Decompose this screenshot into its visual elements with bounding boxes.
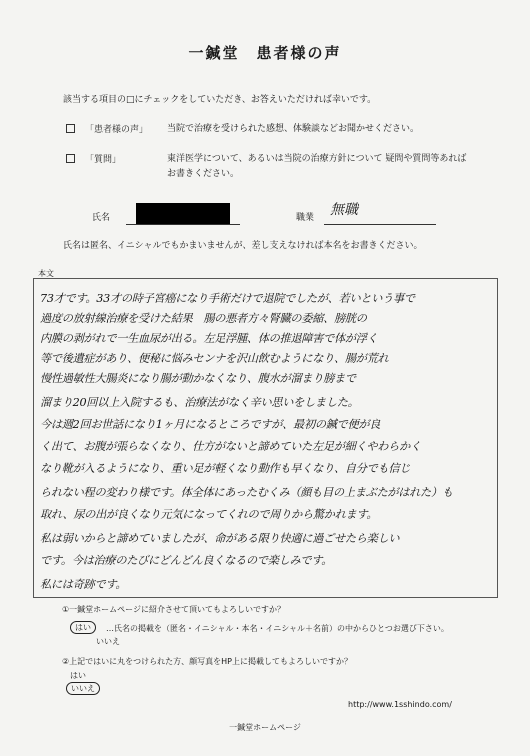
- footer-url[interactable]: http://www.1sshindo.com/: [348, 700, 452, 709]
- job-underline: [324, 224, 436, 225]
- body-line: 等で後遺症があり、便秘に悩みセンナを沢山飲むようになり、腸が荒れ: [40, 352, 389, 365]
- body-line: 取れ、尿の出が良くなり元気になってくれので周りから驚かれます。: [40, 508, 378, 521]
- body-line: なり靴が入るようになり、重い足が軽くなり動作も早くなり、自分でも信じ: [40, 462, 411, 475]
- option-desc: 東洋医学について、あるいは当院の治療方針について 疑問や質問等あればお書きください。: [167, 154, 467, 179]
- body-line: 73才です。33才の時子宮癌になり手術だけで退院でしたが、若いという事で: [40, 292, 415, 305]
- option-question[interactable]: [66, 152, 467, 182]
- checkbox-question[interactable]: [66, 154, 75, 163]
- body-line: 慢性過敏性大腸炎になり腸が動かなくなり、腹水が溜まり膀まで: [40, 372, 356, 385]
- q2-no-circle[interactable]: いいえ: [66, 682, 100, 695]
- checkbox-patient-voice[interactable]: [66, 124, 75, 133]
- body-line: 今は週2回お世話になり1ヶ月になるところですが、最初の鍼で便が良: [40, 418, 381, 431]
- body-label: 本文: [38, 269, 54, 278]
- option-label: 「患者様の声」: [85, 125, 149, 135]
- option-label: 「質問」: [85, 155, 122, 165]
- intro-text: 該当する項目の□にチェックをしていただき、お答えいただければ幸いです。: [63, 95, 377, 105]
- redacted-name: [136, 203, 230, 224]
- option-patient-voice[interactable]: [66, 122, 467, 137]
- option-desc: 当院で治療を受けられた感想、体験談などお聞かせください。: [167, 124, 420, 134]
- page-title: 一鍼堂 患者様の声: [188, 44, 342, 62]
- body-line: です。今は治療のたびにどんどん良くなるので楽しみです。: [40, 554, 333, 567]
- q2-yes-option[interactable]: はい: [70, 671, 86, 680]
- body-line: 過度の放射線治療を受けた結果 腸の悪者方々腎臓の委縮、膀胱の: [40, 312, 367, 325]
- job-value: 無職: [330, 202, 358, 218]
- q1-yes-circle[interactable]: はい: [70, 621, 96, 634]
- question-2: ②上記ではいに丸をつけられた方、顔写真をHP上に掲載してもよろしいですか？: [62, 657, 353, 666]
- body-line: られない程の変わり様です。体全体にあったむくみ（顔も目の上まぶたがはれた）も: [40, 486, 453, 499]
- body-line: 私には奇跡です。: [40, 578, 127, 591]
- question-1: ①一鍼堂ホームページに紹介させて頂いてもよろしいですか？: [62, 605, 286, 614]
- name-label: 氏名: [92, 213, 111, 223]
- body-line: 私は弱いからと諦めていましたが、命がある限り快適に過ごせたら楽しい: [40, 532, 400, 545]
- body-line: く出て、お腹が張らなくなり、仕方がないと諦めていた左足が細くやわらかく: [40, 440, 421, 453]
- job-label: 職業: [296, 213, 315, 223]
- q1-yes-option[interactable]: [70, 621, 96, 634]
- name-underline: [126, 224, 240, 225]
- q2-no-option[interactable]: [66, 682, 100, 695]
- body-line: 溜まり20回以上入院するも、治療法がなく辛い思いをしました。: [40, 396, 359, 409]
- footer-name: 一鍼堂ホームページ: [229, 723, 301, 732]
- name-note: 氏名は匿名、イニシャルでもかまいませんが、差し支えなければ本名をお書きください。: [63, 241, 423, 251]
- q1-no-option[interactable]: いいえ: [96, 637, 120, 646]
- body-line: 内膜の剥がれで一生血尿が出る。左足浮腫、体の推退障害で体が浮く: [40, 332, 378, 345]
- q1-detail: …氏名の掲載を（匿名・イニシャル・本名・イニシャル＋名前）の中からひとつお選び下さい。: [106, 624, 449, 633]
